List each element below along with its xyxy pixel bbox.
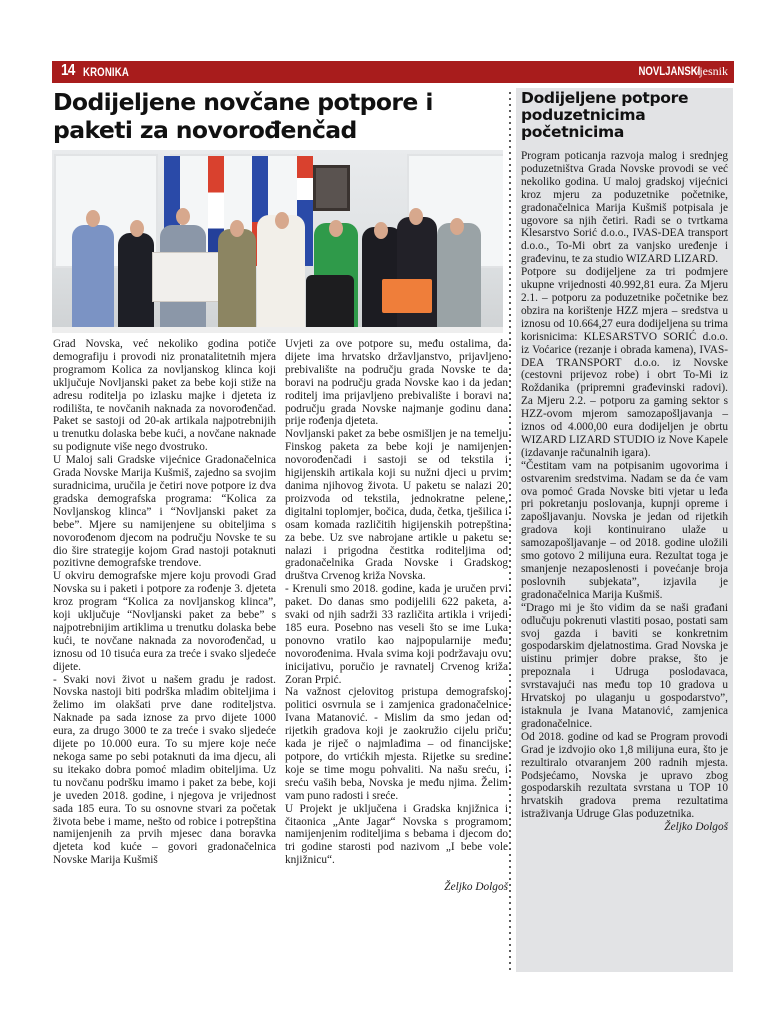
sidebar-paragraph: Program poticanja razvoja malog i srednjeg poduzetništva Grada Novske provodi se već nekoliko godina. U maloj gradskoj vijećnici kroz mjeru za poduzetnike početnike, gradonačelnica Marija Kušmiš potpisala je ugovore sa njih četiri. Radi se o tvrtkama Klesarstvo Sorić d.o.o., IVAS-DEA transport d.o.o., To-Mi obrt za vanjsko uređenje i građevinu, te za studio WIZARD LIZARD.	[521, 150, 728, 266]
article-title: Dodijeljene novčane potpore i paketi za novorođenčad	[53, 88, 433, 144]
person-head	[86, 210, 100, 227]
person-head	[374, 222, 388, 239]
page-header-bar	[52, 61, 734, 83]
article-paragraph: - Krenuli smo 2018. godine, kada je uručen prvi paket. Do danas smo podijelili 622 paketa, a svaki od njih sadrži 33 različita artikla i vrijedi 185 eura. Posebno nas veseli što se ime Luka ponovno vratilo kao najpopularnije među novorođenima. Hvala svima koji podržavaju ovu inicijativu, poručio je ravnatelj Crvenog križa Zoran Prpić.	[285, 583, 508, 686]
person	[397, 217, 437, 333]
sidebar-title: Dodijeljene potpore poduzetnicima početnicima	[521, 89, 689, 141]
article-column-1	[53, 338, 276, 867]
person-head	[130, 220, 144, 237]
person	[218, 229, 256, 333]
portrait-frame	[313, 165, 350, 211]
sidebar-body	[521, 150, 728, 834]
person-head	[275, 212, 289, 229]
person	[118, 233, 154, 333]
article-paragraph: Grad Novska, već nekoliko godina potiče demografiju i provodi niz pronatalitetnih mjera programom Kolica za novljanskog klinca koji uključuje Novljanski paket za bebe koji stiže na adresu roditelja po izlasku majke i djeteta iz rodilišta, te novčanih naknada za novorođenčad. Paket se sastoji od 20-ak artikala najpotrebnijih u trenutku dolaska bebe kući, a novčane naknade su podignute više nego dvostruko.	[53, 338, 276, 454]
article-paragraph: - Svaki novi život u našem gradu je radost. Novska nastoji biti podrška mladim obiteljima i želimo im olakšati prve dane roditeljstva. Naknade pa sada iznose za prvo dijete 1000 eura, za drugo 3000 te za treće i svako sljedeće dijete po 10.000 eura. To su mjere koje neće nekoga same po sebi potaknuti da ima djecu, ali su itekako dobra pomoć mladim obiteljima. Uz tu novčanu podršku imamo i paket za bebe, koji je uveden 2018. godine, i njegova je vrijednost sada 185 eura. To su osnovne stvari za početak života bebe i mame, nešto od robice i potrepština namijenjenih za prvih mjesec dana boravka djeteta kod kuće – govori gradonačelnica Novske Marija Kušmiš	[53, 673, 276, 867]
article-paragraph: U Maloj sali Gradske vijećnice Gradonačelnica Grada Novske Marija Kušmiš, zajedno sa svojim suradnicima, uručila je četiri nove potpore iz dva gradska demografska programa: “Kolica za Novljanskog klinca” i “Novljanski paket za bebe”. Mjere su namijenjene su obiteljima s novorođenom djecom na području Novske te su dio šire strategije kojom Grad nastoji potaknuti pozitivne demografske trendove.	[53, 454, 276, 570]
person-head	[329, 220, 343, 237]
article-photo	[52, 150, 503, 333]
section-name: KRONIKA	[83, 65, 129, 79]
person-head	[176, 208, 190, 225]
person-head	[230, 220, 244, 237]
sidebar-author: Željko Dolgoš	[664, 821, 728, 834]
person-head	[450, 218, 464, 235]
article-author: Željko Dolgoš	[444, 881, 508, 894]
masthead-light: vjesnik	[693, 64, 728, 78]
page-number: 14	[61, 62, 75, 79]
article-paragraph: Na važnost cjelovitog pristupa demografskoj politici osvrnula se i zamjenica gradonačelnice Ivana Matanović. - Mislim da smo jedan od rijetkih gradova koji je zaokružio cijelu priču kada je riječ o najmlađima – od financijske potpore, do vrtićkih mjesta. Rijetke su sredine koje se time mogu pohvaliti. Na našu sreću, i sreću vaših beba, Novska je među njima. Želim vam puno radosti i sreće.	[285, 686, 508, 802]
person-head	[409, 208, 423, 225]
masthead-bold: NOVLJANSKI	[638, 64, 700, 78]
sidebar-paragraph: Potpore su dodijeljene za tri podmjere ukupne vrijednosti 40.992,81 eura. Za Mjeru 2.1. – potporu za poduzetnike početnike bez obzira na korištenje HZZ mjera – sredstva u iznosu od 10.664,27 eura dodijeljena su trima korisnicima: KLESARSTVO SORIĆ d.o.o. iz Voćarice (rezanje i obrada kamena), IVAS-DEA TRANSPORT d.o.o. iz Novske (cestovni prijevoz robe) i obrt To-Mi iz Roždanika (pripremni građevinski radovi). Za Mjeru 2.2. – potporu za gaming sektor s HZZ-ovom mjerom samozapošljavanja – iznos od 4.000,00 eura dodijeljen je obrtu WIZARD LIZARD STUDIO iz Nove Kapele (izdavanje računalnih igara).	[521, 266, 728, 459]
sidebar-paragraph: “Čestitam vam na potpisanim ugovorima i ostvarenim sredstvima. Nadam se da će vam ova pomoć Grada Novske biti vjetar u leđa pri pokretanju poslovanja, kupnji opreme i zapošljavanju. Novska je jedan od rijetkih gradova koji kontinuirano ulaže u samozapošljavanje – od 2018. godine uložili smo gotovo 2 milijuna eura. Rezultat toga je smanjenje nezaposlenosti i povećanje broja poslovnih subjekata”, izjavila je gradonačelnica Marija Kušmiš.	[521, 459, 728, 601]
dotted-divider	[509, 90, 511, 972]
article-paragraph: U Projekt je uključena i Gradska knjižnica i čitaonica „Ante Jagar“ Novska s programom namijenjenim roditeljima s bebama i djecom do tri godine starosti pod nazivom „I bebe vole knjižnicu“.	[285, 802, 508, 867]
masthead	[623, 64, 728, 79]
folder	[382, 279, 432, 313]
floor	[52, 327, 503, 333]
person	[257, 215, 305, 333]
person	[437, 223, 481, 333]
article-column-2	[285, 338, 508, 894]
sidebar-paragraph: “Drago mi je što vidim da se naši građani odlučuju pokrenuti vlastiti posao, postati sam svoj gazda i baviti se konkretnim gospodarskim djelatnostima. Grad Novska je uistinu primjer dobre prakse, što je prepoznala i Udruga poslodavaca, svrstavajući nas među top 10 gradova u Hrvatskoj po ulaganju u gospodarstvo”, istaknula je Ivana Matanović, zamjenica gradonačelnice.	[521, 601, 728, 730]
person	[72, 225, 114, 333]
article-paragraph: U okviru demografske mjere koju provodi Grad Novska su i paketi i potpore za rođenje 3. djeteta kroz program “Kolica za novljanskog klinca”, koji uključuje “Novljanski paket za bebe” s najpotrebnijim artiklima u trenutku dolaska bebe kući, te novčane naknada za novorođenčad, u iznosu od 10 tisuća eura za treće i svako sljedeće dijete.	[53, 570, 276, 673]
article-paragraph: Novljanski paket za bebe osmišljen je na temelju Finskog paketa za bebe koji je namijenjen novorođenčadi i sastoji se od tekstila i higijenskih artikala koji su nužni djeci u prvim danima njihovog života. U paketu se nalazi 20 proizvoda od tekstila, jednokratne pelene, digitalni toplomjer, bočica, duda, četka, tješilica i osam komada različitih higijenskih potrepština za bebe. Uz sve nabrojane artikle u paketu se nalazi i prigodna čestitka roditeljima od gradonačelnika Grada Novske i Gradskog društva Crvenog križa Novska.	[285, 428, 508, 583]
sidebar-box	[516, 88, 733, 972]
stroller	[306, 275, 354, 333]
sidebar-paragraph: Od 2018. godine od kad se Program provodi Grad je izdvojio oko 1,8 milijuna eura, što je rezultiralo otvaranjem 200 radnih mjesta. Podsjećamo, Novska je upravo zbog gospodarskih rezultata svrstana u TOP 10 hrvatskih gradova prema rezultatima istraživanja Udruge Glas poduzetnika.	[521, 730, 728, 821]
article-paragraph: Uvjeti za ove potpore su, među ostalima, da dijete ima hrvatsko državljanstvo, prijavljeno prebivalište na području grada Novske te da boravi na području grada Novske kao i da jedan roditelj ima prijavljeno prebivalište i boravi na području grada Novske najmanje godinu dana prije rođenja djeteta.	[285, 338, 508, 428]
gift-box	[152, 252, 224, 302]
